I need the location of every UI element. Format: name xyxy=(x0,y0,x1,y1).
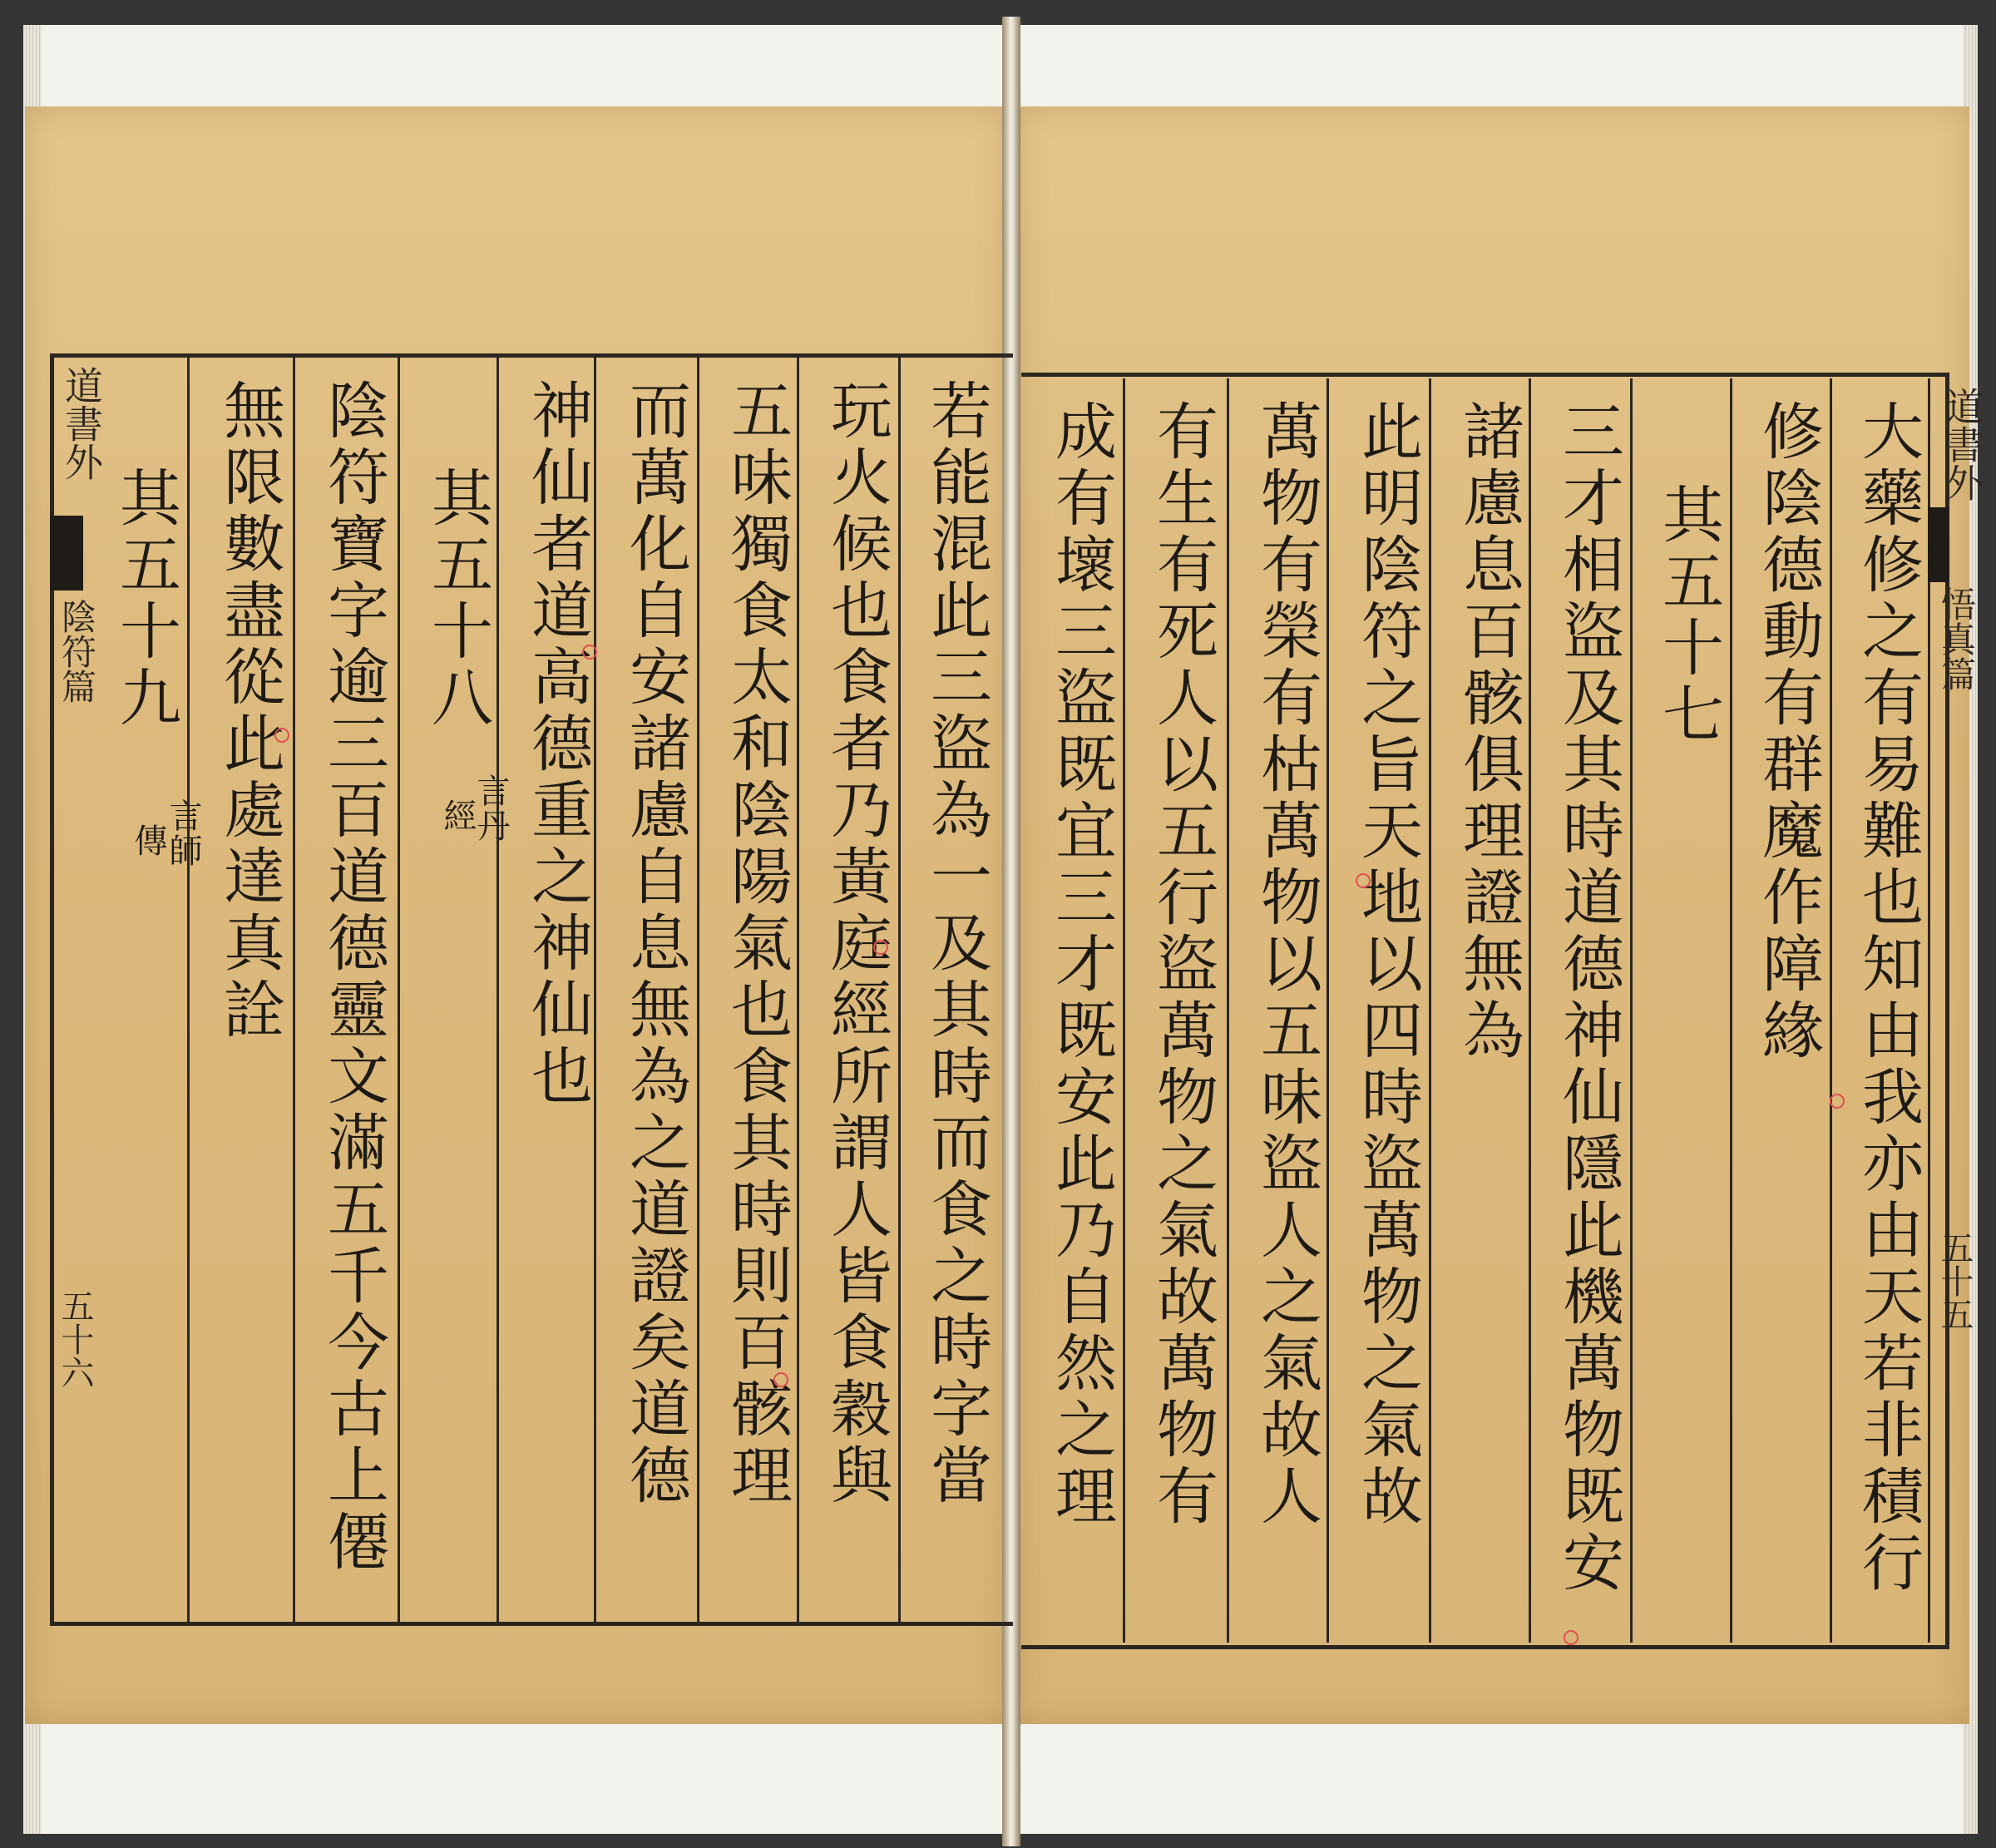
column-rule xyxy=(1429,378,1431,1643)
right-margin-chapter: 悟真篇 xyxy=(1936,586,1977,691)
text-column: 修陰德動有群魔作障緣 xyxy=(1752,399,1824,1065)
text-column: 無限數盡從此處達真詮 xyxy=(214,378,285,1044)
text-column: 大藥修之有易難也知由我亦由天若非積行 xyxy=(1852,399,1924,1597)
punctuation-mark xyxy=(582,645,597,660)
left-margin-chapter: 陰符篇 xyxy=(57,599,97,704)
punctuation-mark xyxy=(773,1372,788,1387)
text-column: 成有壞三盜既宜三才既安此乃自然之理 xyxy=(1045,399,1117,1530)
column-rule xyxy=(398,358,400,1622)
text-column: 三才相盜及其時道德神仙隱此機萬物既安 xyxy=(1553,399,1624,1597)
text-column: 神仙者道高德重之神仙也 xyxy=(521,378,593,1110)
text-column: 諸慮息百骸俱理證無為 xyxy=(1453,399,1524,1065)
punctuation-mark xyxy=(1564,1630,1579,1645)
section-heading: 其五十八 xyxy=(422,466,493,732)
column-rule xyxy=(1630,378,1633,1643)
fishtail-block xyxy=(50,516,83,590)
section-note: 經 xyxy=(438,798,477,833)
right-margin-folio: 五十五 xyxy=(1935,1231,1974,1331)
section-heading: 其五十七 xyxy=(1653,482,1724,749)
section-heading: 其五十九 xyxy=(110,466,181,732)
punctuation-mark xyxy=(274,728,289,743)
column-rule xyxy=(293,358,295,1622)
column-rule xyxy=(1227,378,1229,1643)
column-rule xyxy=(1730,378,1732,1643)
section-note: 言丹 xyxy=(472,773,510,843)
column-rule xyxy=(187,358,190,1622)
punctuation-mark xyxy=(1356,873,1371,888)
section-note: 言師 xyxy=(164,798,202,868)
column-rule xyxy=(697,358,699,1622)
left-margin-folio: 五十六 xyxy=(56,1289,94,1389)
column-rule xyxy=(1123,378,1125,1643)
column-rule xyxy=(1830,378,1832,1643)
punctuation-mark xyxy=(873,940,888,955)
text-column: 此明陰符之旨天地以四時盜萬物之氣故 xyxy=(1351,399,1423,1530)
text-column: 若能混此三盜為一及其時而食之時字當 xyxy=(921,378,992,1510)
right-margin-title: 道書外 xyxy=(1939,387,1984,502)
left-margin-title: 道書外 xyxy=(59,366,104,481)
punctuation-mark xyxy=(1830,1094,1845,1109)
text-column: 五味獨食太和陰陽氣也食其時則百骸理 xyxy=(721,378,793,1510)
section-note: 傳 xyxy=(129,823,167,858)
text-column: 有生有死人以五行盜萬物之氣故萬物有 xyxy=(1147,399,1218,1530)
text-column: 陰符寶字逾三百道德靈文滿五千今古上僊 xyxy=(318,378,389,1576)
column-rule xyxy=(898,358,901,1622)
text-column: 而萬化自安諸慮自息無為之道證矣道德 xyxy=(620,378,691,1510)
text-column: 玩火候也食者乃黃庭經所謂人皆食穀與 xyxy=(821,378,892,1510)
text-column: 萬物有榮有枯萬物以五味盜人之氣故人 xyxy=(1251,399,1322,1530)
fishtail-block xyxy=(1928,507,1949,582)
